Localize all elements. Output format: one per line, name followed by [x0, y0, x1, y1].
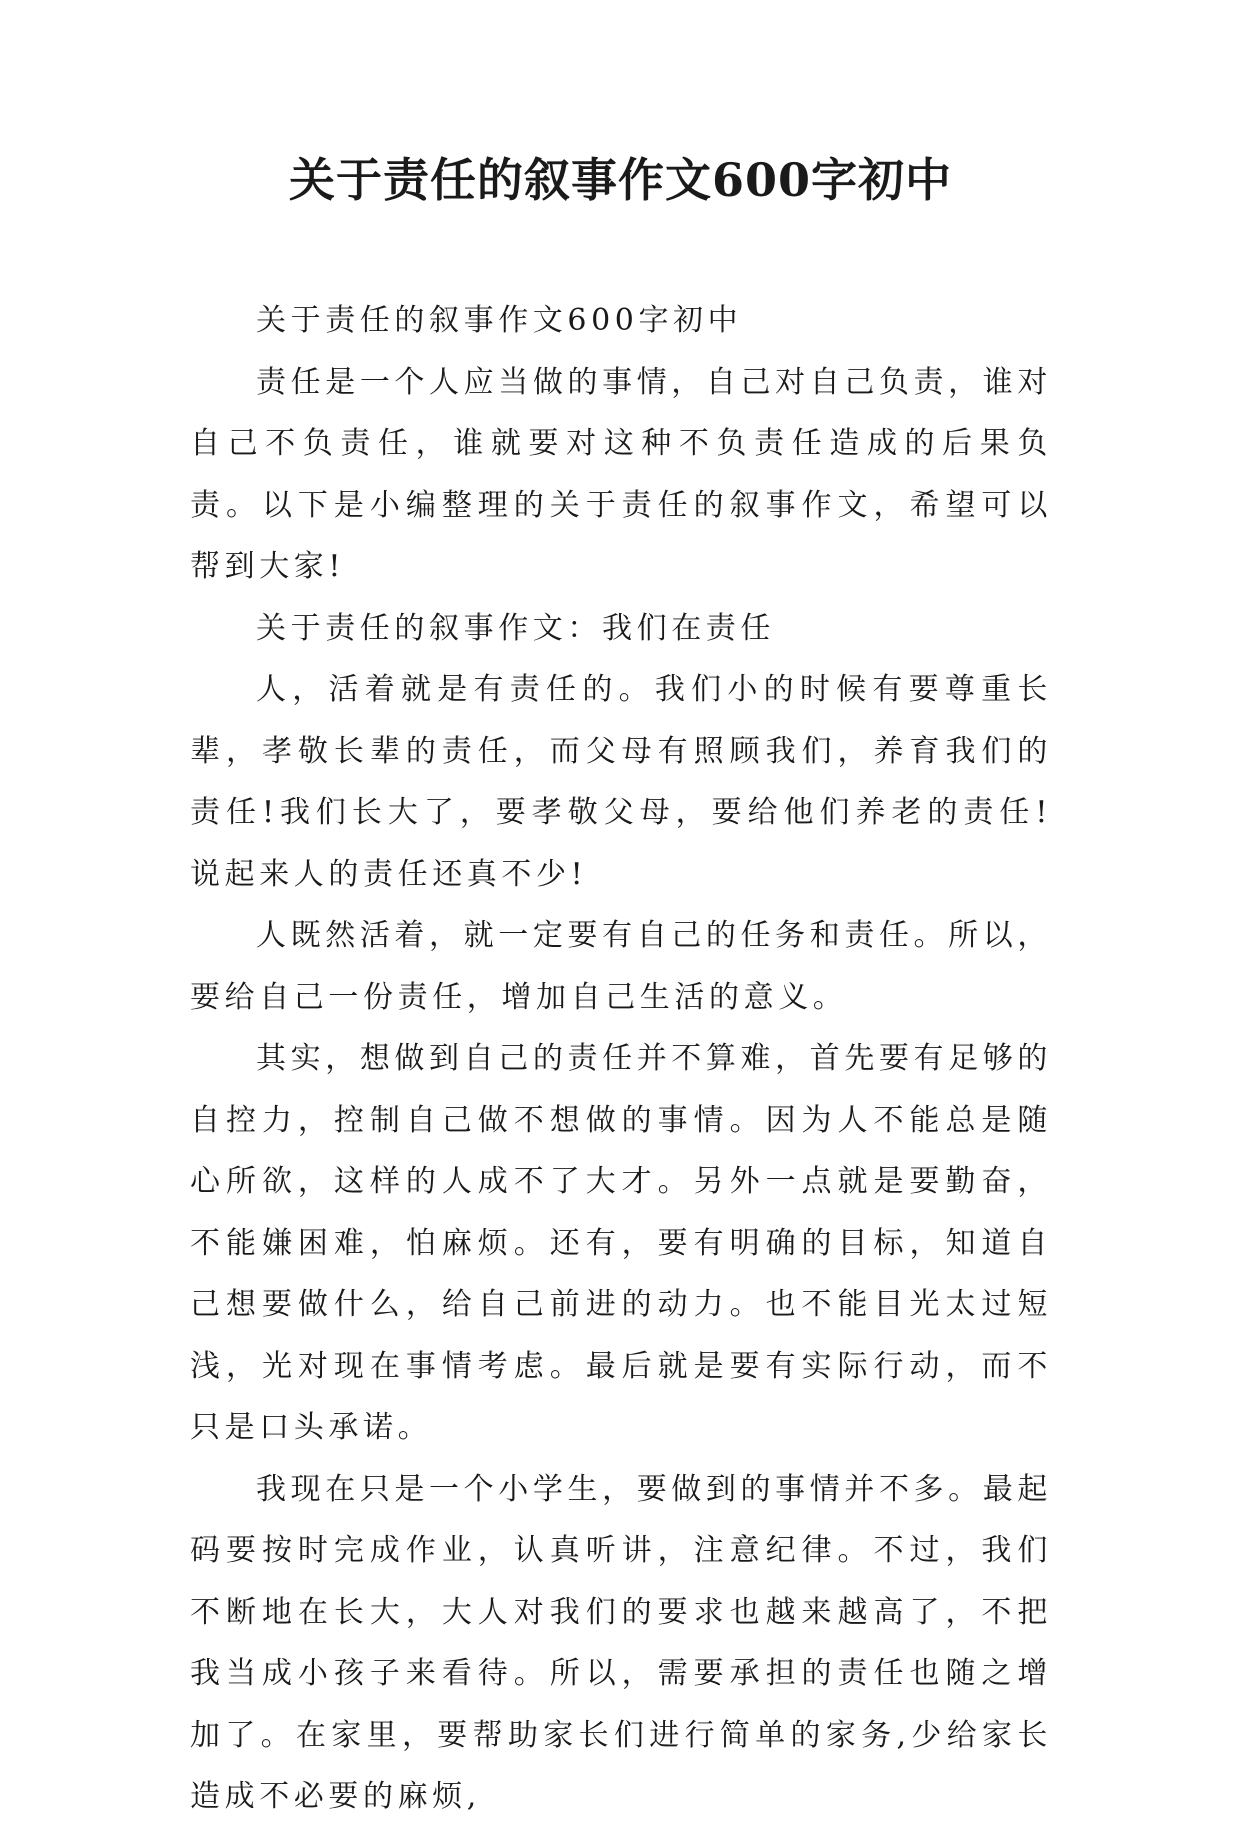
paragraph-body: 我现在只是一个小学生，要做到的事情并不多。最起码要按时完成作业，认真听讲，注意纪律。不过，我们不断地在长大，大人对我们的要求也越来越高了，不把我当成小孩子来看待。所以，需要承担的责任也随之增加了。在家里，要帮助家长们进行简单的家务,少给家长造成不必要的麻烦, [190, 1471, 1052, 1814]
document-body [190, 290, 1052, 1828]
paragraph-subtitle: 关于责任的叙事作文600字初中 [256, 303, 743, 338]
paragraph-body: 人既然活着，就一定要有自己的任务和责任。所以，要给自己一份责任，增加自己生活的意义。 [190, 918, 1052, 1015]
paragraph-intro: 责任是一个人应当做的事情，自己对自己负责，谁对自己不负责任，谁就要对这种不负责任造成的后果负责。以下是小编整理的关于责任的叙事作文，希望可以帮到大家! [190, 364, 1052, 584]
document-title: 关于责任的叙事作文600字初中 [288, 153, 953, 207]
paragraph-section-heading: 关于责任的叙事作文：我们在责任 [256, 610, 775, 646]
paragraph-body: 人，活着就是有责任的。我们小的时候有要尊重长辈，孝敬长辈的责任，而父母有照顾我们，养育我们的责任!我们长大了，要孝敬父母，要给他们养老的责任!说起来人的责任还真不少! [190, 672, 1052, 892]
paragraph-body: 其实，想做到自己的责任并不算难，首先要有足够的自控力，控制自己做不想做的事情。因为人不能总是随心所欲，这样的人成不了大才。另外一点就是要勤奋，不能嫌困难，怕麻烦。还有，要有明确的目标，知道自己想要做什么，给自己前进的动力。也不能目光太过短浅，光对现在事情考虑。最后就是要有实际行动，而不只是口头承诺。 [190, 1041, 1052, 1445]
